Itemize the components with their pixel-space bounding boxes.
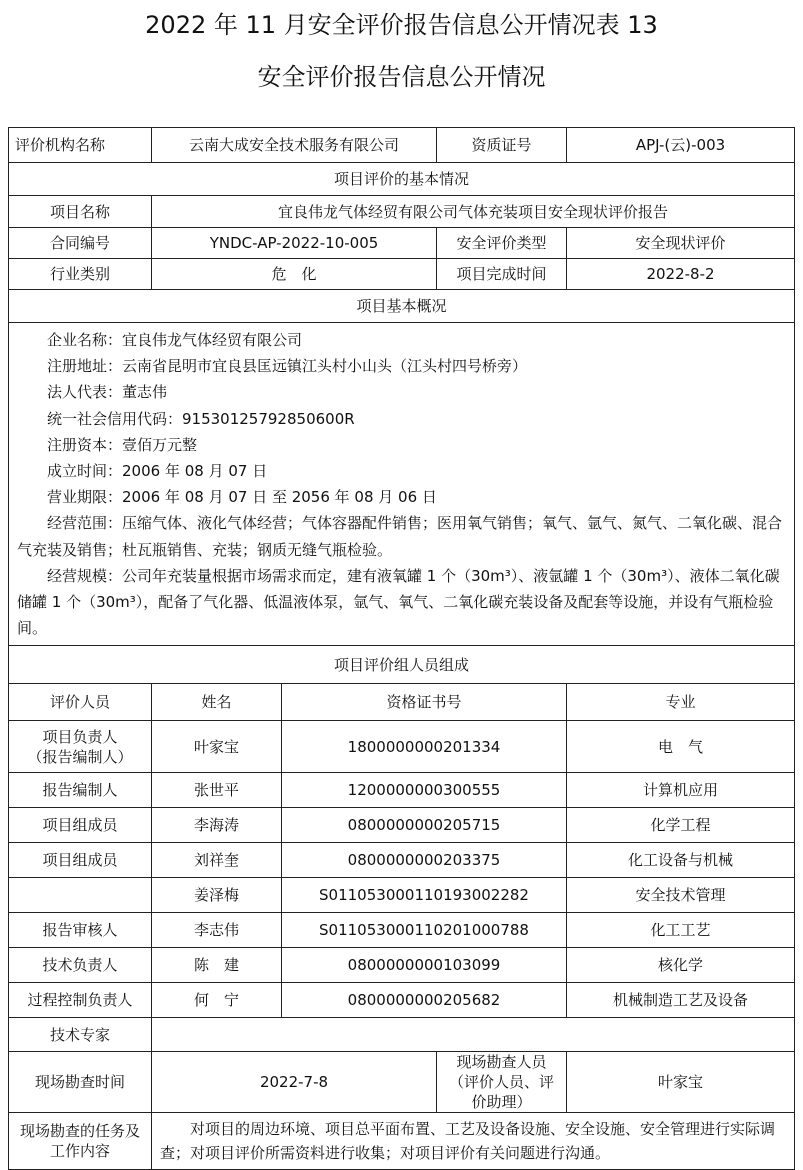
team-cert: 0800000000203375 — [282, 843, 567, 878]
team-role: 报告审核人 — [9, 913, 152, 948]
overview-section-title: 项目基本概况 — [9, 290, 795, 323]
team-row — [9, 878, 795, 913]
team-header-major: 专业 — [567, 684, 795, 721]
team-role: 项目组成员 — [9, 808, 152, 843]
team-name: 李志伟 — [152, 913, 282, 948]
org-row — [9, 128, 795, 163]
industry-label: 行业类别 — [9, 259, 152, 290]
overview-company-name: 企业名称：宜良伟龙气体经贸有限公司 — [47, 331, 303, 349]
survey-staff-label: 现场勘查人员 （评价人员、评价助理） — [437, 1052, 567, 1113]
team-section-title: 项目评价组人员组成 — [9, 646, 795, 684]
overview-established: 成立时间：2006 年 08 月 07 日 — [47, 462, 268, 481]
cert-value: APJ-(云)-003 — [567, 128, 795, 163]
overview-address: 注册地址：云南省昆明市宜良县匡远镇江头村小山头（江头村四号桥旁） — [47, 357, 528, 376]
team-header-cert: 资格证书号 — [282, 684, 567, 721]
industry-value: 危 化 — [152, 259, 437, 290]
overview-content — [9, 323, 795, 646]
project-name-value: 宜良伟龙气体经贸有限公司气体充装项目安全现状评价报告 — [152, 196, 795, 228]
team-row — [9, 983, 795, 1018]
team-row — [9, 913, 795, 948]
basic-section-title: 项目评价的基本情况 — [9, 163, 795, 196]
team-cert: 0800000000205715 — [282, 808, 567, 843]
team-cert: 0800000000205682 — [282, 983, 567, 1018]
team-major: 安全技术管理 — [567, 878, 795, 913]
team-header-row — [9, 684, 795, 721]
completion-time-value: 2022-8-2 — [567, 259, 795, 290]
team-name: 叶家宝 — [152, 721, 282, 773]
document-title: 2022 年 11 月安全评价报告信息公开情况表 13 — [145, 11, 658, 39]
team-major: 电 气 — [567, 721, 795, 773]
team-header-role: 评价人员 — [9, 684, 152, 721]
team-major: 化工设备与机械 — [567, 843, 795, 878]
evaluation-type-label: 安全评价类型 — [437, 228, 567, 259]
team-role: 报告编制人 — [9, 773, 152, 808]
team-cert: S011053000110193002282 — [282, 878, 567, 913]
team-row — [9, 773, 795, 808]
team-row — [9, 808, 795, 843]
team-header-name: 姓名 — [152, 684, 282, 721]
team-row — [9, 721, 795, 773]
project-name-label: 项目名称 — [9, 196, 152, 228]
team-role: 技术负责人 — [9, 948, 152, 983]
team-name: 李海涛 — [152, 808, 282, 843]
contract-no-label: 合同编号 — [9, 228, 152, 259]
survey-time-label: 现场勘查时间 — [9, 1052, 152, 1113]
document-subtitle: 安全评价报告信息公开情况 — [257, 63, 546, 91]
team-name: 陈 建 — [152, 948, 282, 983]
team-name: 何 宁 — [152, 983, 282, 1018]
overview-capital: 注册资本：壹佰万元整 — [47, 435, 198, 454]
overview-term: 营业期限：2006 年 08 月 07 日 至 2056 年 08 月 06 日 — [47, 488, 437, 507]
team-cert: S011053000110201000788 — [282, 913, 567, 948]
org-value: 云南大成安全技术服务有限公司 — [152, 128, 437, 163]
team-role: 项目组成员 — [9, 843, 152, 878]
cert-label: 资质证号 — [437, 128, 567, 163]
team-role — [9, 878, 152, 913]
survey-task-value — [152, 1113, 795, 1170]
survey-task-text: 对项目的周边环境、项目总平面布置、工艺及设备设施、安全设施、安全管理进行实际调查；对项目评价所需资料进行收集；对项目评价有关问题进行沟通。 — [160, 1120, 776, 1163]
team-name: 张世平 — [152, 773, 282, 808]
evaluation-type-value: 安全现状评价 — [567, 228, 795, 259]
org-label: 评价机构名称 — [9, 128, 152, 163]
overview-legal-rep: 法人代表：董志伟 — [47, 383, 168, 402]
survey-task-label: 现场勘查的任务及工作内容 — [9, 1113, 152, 1170]
team-cert: 1800000000201334 — [282, 721, 567, 773]
team-cert: 0800000000103099 — [282, 948, 567, 983]
completion-time-label: 项目完成时间 — [437, 259, 567, 290]
team-name: 姜泽梅 — [152, 878, 282, 913]
team-major: 机械制造工艺及设备 — [567, 983, 795, 1018]
team-major: 核化学 — [567, 948, 795, 983]
team-major: 化学工程 — [567, 808, 795, 843]
contract-no-value: YNDC-AP-2022-10-005 — [152, 228, 437, 259]
tech-expert-value — [152, 1018, 795, 1052]
survey-staff-value: 叶家宝 — [567, 1052, 795, 1113]
disclosure-table — [8, 127, 795, 1170]
team-name: 刘祥奎 — [152, 843, 282, 878]
team-row — [9, 948, 795, 983]
team-role: 过程控制负责人 — [9, 983, 152, 1018]
team-role: 项目负责人 （报告编制人） — [9, 721, 152, 773]
overview-credit-code: 统一社会信用代码：91530125792850600R — [47, 409, 355, 428]
overview-scale: 经营规模：公司年充装量根据市场需求而定，建有液氧罐 1 个（30m³）、液氩罐 1 个（30m³）、液体二氧化碳储罐 1 个（30m³），配备了气化器、低温液体泵，氩气、氧气、二氧化碳充装设备及配套等设施，并设有气瓶检验间。 — [17, 566, 780, 638]
tech-expert-label: 技术专家 — [9, 1018, 152, 1052]
team-major: 计算机应用 — [567, 773, 795, 808]
survey-time-value: 2022-7-8 — [152, 1052, 437, 1113]
team-cert: 1200000000300555 — [282, 773, 567, 808]
team-major: 化工工艺 — [567, 913, 795, 948]
overview-scope: 经营范围：压缩气体、液化气体经营；气体容器配件销售；医用氧气销售；氧气、氩气、氮气、二氧化碳、混合气充装及销售；杜瓦瓶销售、充装；钢质无缝气瓶检验。 — [17, 514, 783, 559]
team-row — [9, 843, 795, 878]
